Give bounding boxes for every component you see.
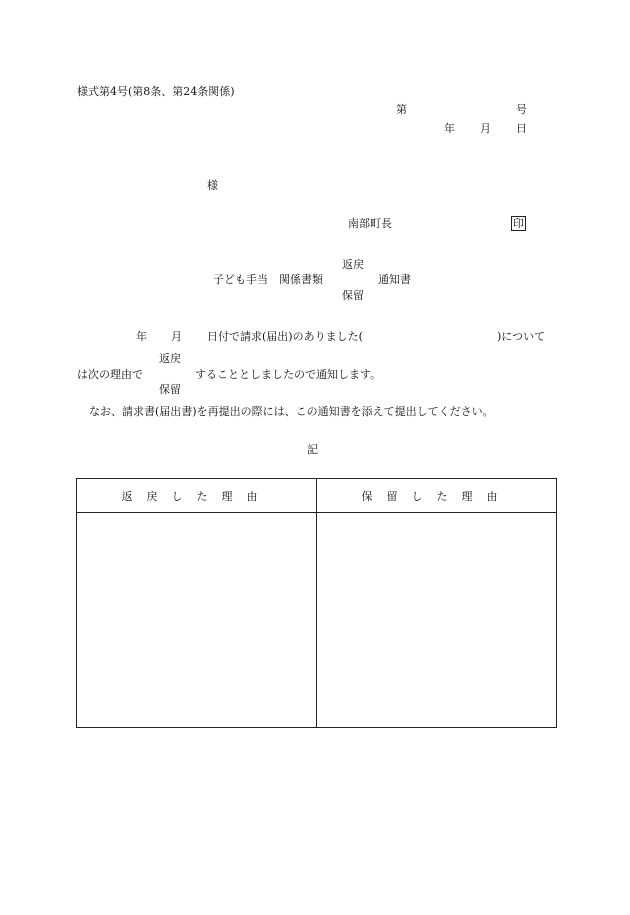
body-return: 返戻 — [159, 352, 181, 365]
seal-stamp: 印 — [513, 217, 524, 230]
hold-reason-cell[interactable] — [317, 513, 557, 728]
subject-main: 子ども手当 関係書類 — [213, 273, 323, 286]
addressee-sama: 様 — [207, 179, 218, 192]
body-month: 月 — [171, 330, 182, 343]
sender-title: 南部町長 — [348, 217, 392, 230]
subject-suffix: 通知書 — [378, 273, 411, 286]
date-day: 日 — [516, 122, 527, 135]
body-note: なお、請求書(届出書)を再提出の際には、この通知書を添えて提出してください。 — [89, 405, 494, 418]
doc-number-go: 号 — [516, 103, 527, 116]
subject-return: 返戻 — [342, 258, 364, 271]
body-line2-start: は次の理由で — [77, 368, 143, 381]
return-reason-cell[interactable] — [77, 513, 317, 728]
body-line1-end: )について — [497, 330, 546, 343]
body-year: 年 — [136, 330, 147, 343]
body-line1: 日付で請求(届出)のありました( — [207, 330, 363, 343]
body-hold: 保留 — [159, 383, 181, 396]
date-year: 年 — [444, 122, 455, 135]
body-line2-end: することとしましたので通知します。 — [195, 368, 382, 381]
form-number: 様式第4号(第8条、第24条関係) — [77, 85, 235, 98]
ki-heading: 記 — [307, 443, 318, 456]
doc-number-dai: 第 — [396, 103, 407, 116]
subject-hold: 保留 — [342, 289, 364, 302]
col-hold-reason: 保留した理由 — [317, 479, 557, 513]
reasons-table — [76, 478, 557, 728]
date-month: 月 — [480, 122, 491, 135]
col-return-reason: 返戻した理由 — [77, 479, 317, 513]
